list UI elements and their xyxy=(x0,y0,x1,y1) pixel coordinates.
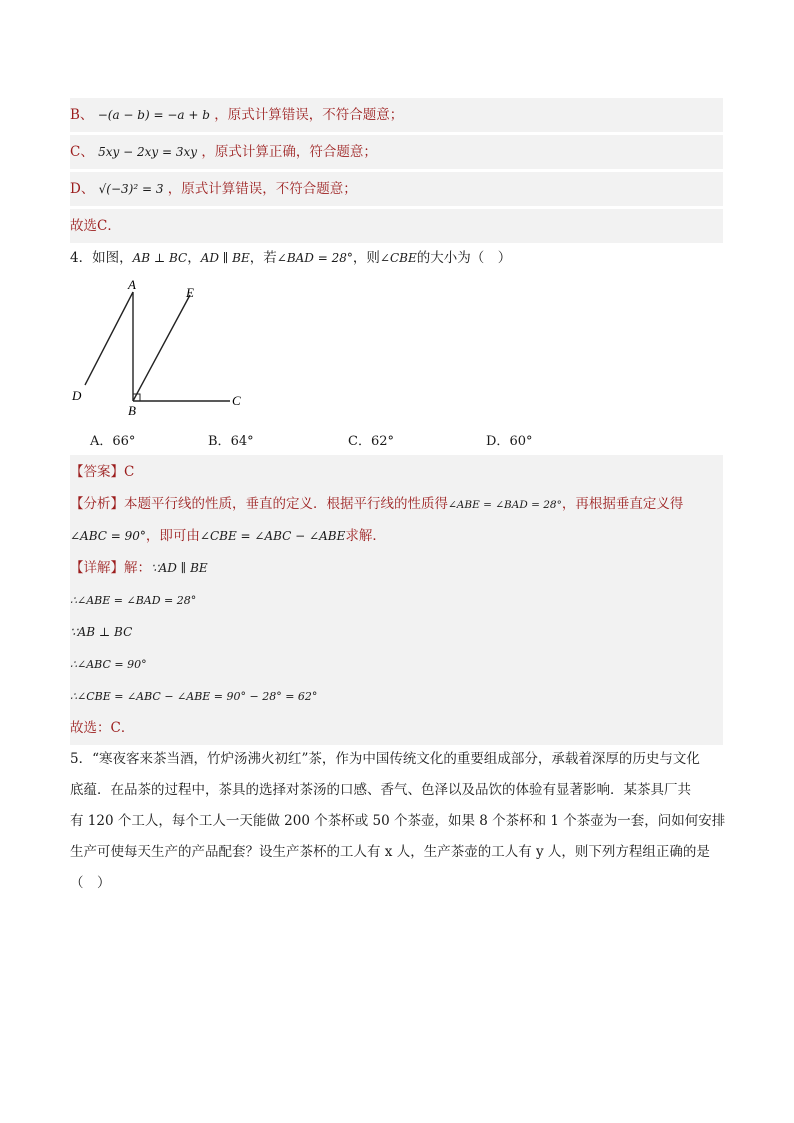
stem-text: ， xyxy=(187,250,201,266)
math-expr: ∠BAD = 28° xyxy=(276,251,353,265)
stem-text: ，若 xyxy=(249,250,277,266)
question-5-line-2 xyxy=(70,780,723,800)
detail-conclusion xyxy=(70,711,723,745)
line-ad xyxy=(85,292,133,385)
detail-step-row xyxy=(70,647,723,681)
question-5-line-4 xyxy=(70,842,723,862)
comment: ，原式计算正确，符合题意； xyxy=(201,144,377,160)
option-value: 66° xyxy=(112,434,136,449)
stem-text: 的大小为（ ） xyxy=(416,250,512,266)
analysis-line-2 xyxy=(70,519,723,553)
solution-line-d xyxy=(70,172,723,206)
detail-step: ∴∠ABE = ∠BAD = 28° xyxy=(70,594,197,607)
detail-tag: 【详解】 xyxy=(70,560,124,576)
math-expr: AD ∥ BE xyxy=(200,251,250,265)
detail-step-row xyxy=(70,679,723,713)
question-5-line-1 xyxy=(70,749,723,769)
detail-step: ∴∠ABC = 90° xyxy=(70,658,147,671)
conclusion-text: 故选：C． xyxy=(70,720,135,736)
answer-value: C xyxy=(124,464,135,480)
answer-line xyxy=(70,455,723,489)
analysis-tag: 【分析】 xyxy=(70,496,124,512)
analysis-text: 本题平行线的性质，垂直的定义．根据平行线的性质得 xyxy=(124,496,448,512)
solution-line-b xyxy=(70,98,723,132)
stem-text: “寒夜客来茶当酒，竹炉汤沸火初红”茶，作为中国传统文化的重要组成部分，承载着深厚的历史与文化 xyxy=(92,751,700,767)
stem-text: （ ） xyxy=(70,875,111,891)
math-expr: −(a − b) = −a + b xyxy=(97,108,210,122)
option-letter: C． xyxy=(348,434,371,449)
analysis-text: ，再根据垂直定义得 xyxy=(561,496,684,512)
geometry-figure xyxy=(70,275,260,420)
label-e: E xyxy=(186,285,194,300)
line-be xyxy=(133,295,190,401)
answer-tag: 【答案】 xyxy=(70,464,124,480)
math-expr: ∠ABC = 90° xyxy=(70,529,146,543)
detail-line xyxy=(70,551,723,585)
option-value: 64° xyxy=(230,434,254,449)
detail-lead: 解： xyxy=(124,560,151,576)
math-expr: √(−3)² = 3 xyxy=(98,182,164,196)
detail-step: ∵AD ∥ BE xyxy=(151,561,208,575)
question-4-stem xyxy=(70,248,723,268)
option-prefix: C、 xyxy=(70,144,94,160)
solution-conclusion xyxy=(70,209,723,243)
label-b: B xyxy=(128,403,136,418)
stem-text: 底蕴．在品茶的过程中，茶具的选择对茶汤的口感、香气、色泽以及品饮的体验有显著影响．某茶具厂共 xyxy=(70,782,691,798)
option-letter: D． xyxy=(486,434,510,449)
detail-step: ∴∠CBE = ∠ABC − ∠ABE = 90° − 28° = 62° xyxy=(70,690,318,703)
label-d: D xyxy=(72,388,82,403)
question-5-line-3 xyxy=(70,811,726,831)
option-prefix: B、 xyxy=(70,107,94,123)
option-a xyxy=(90,430,135,449)
comment: ，原式计算错误，不符合题意； xyxy=(167,181,357,197)
stem-text: ，则 xyxy=(352,250,380,266)
analysis-text: ，即可由 xyxy=(145,528,200,544)
analysis-text: 求解． xyxy=(345,528,386,544)
option-letter: A． xyxy=(90,434,113,449)
math-expr: ∠CBE = ∠ABC − ∠ABE xyxy=(199,529,346,543)
question-number: 4． xyxy=(70,250,93,266)
option-b xyxy=(208,430,254,449)
math-expr: 5xy − 2xy = 3xy xyxy=(98,145,198,159)
label-a: A xyxy=(128,277,136,292)
analysis-line-1 xyxy=(70,487,723,521)
option-c xyxy=(348,430,394,449)
option-d xyxy=(486,430,532,449)
detail-step: ∵AB ⊥ BC xyxy=(70,625,133,639)
detail-step-row xyxy=(70,615,723,649)
question-number: 5． xyxy=(70,751,93,767)
solution-line-c xyxy=(70,135,723,169)
option-value: 60° xyxy=(509,434,533,449)
label-c: C xyxy=(232,393,241,408)
conclusion-text: 故选C． xyxy=(70,218,121,234)
question-5-line-5 xyxy=(70,873,723,893)
stem-text: 有 120 个工人，每个工人一天能做 200 个茶杯或 50 个茶壶，如果 8 个茶杯和 1 个茶壶为一套，问如何安排 xyxy=(70,813,726,829)
option-value: 62° xyxy=(370,434,394,449)
math-expr: ∠ABE = ∠BAD = 28° xyxy=(448,499,562,511)
stem-text: 如图， xyxy=(92,250,133,266)
option-letter: B． xyxy=(208,434,231,449)
math-expr: AB ⊥ BC xyxy=(132,251,188,265)
comment: ，原式计算错误，不符合题意； xyxy=(214,107,404,123)
math-expr: ∠CBE xyxy=(379,251,417,265)
detail-step-row xyxy=(70,583,723,617)
option-prefix: D、 xyxy=(70,181,95,197)
stem-text: 生产可使每天生产的产品配套？设生产茶杯的工人有 x 人，生产茶壶的工人有 y 人，则下列方程组正确的是 xyxy=(70,844,710,860)
